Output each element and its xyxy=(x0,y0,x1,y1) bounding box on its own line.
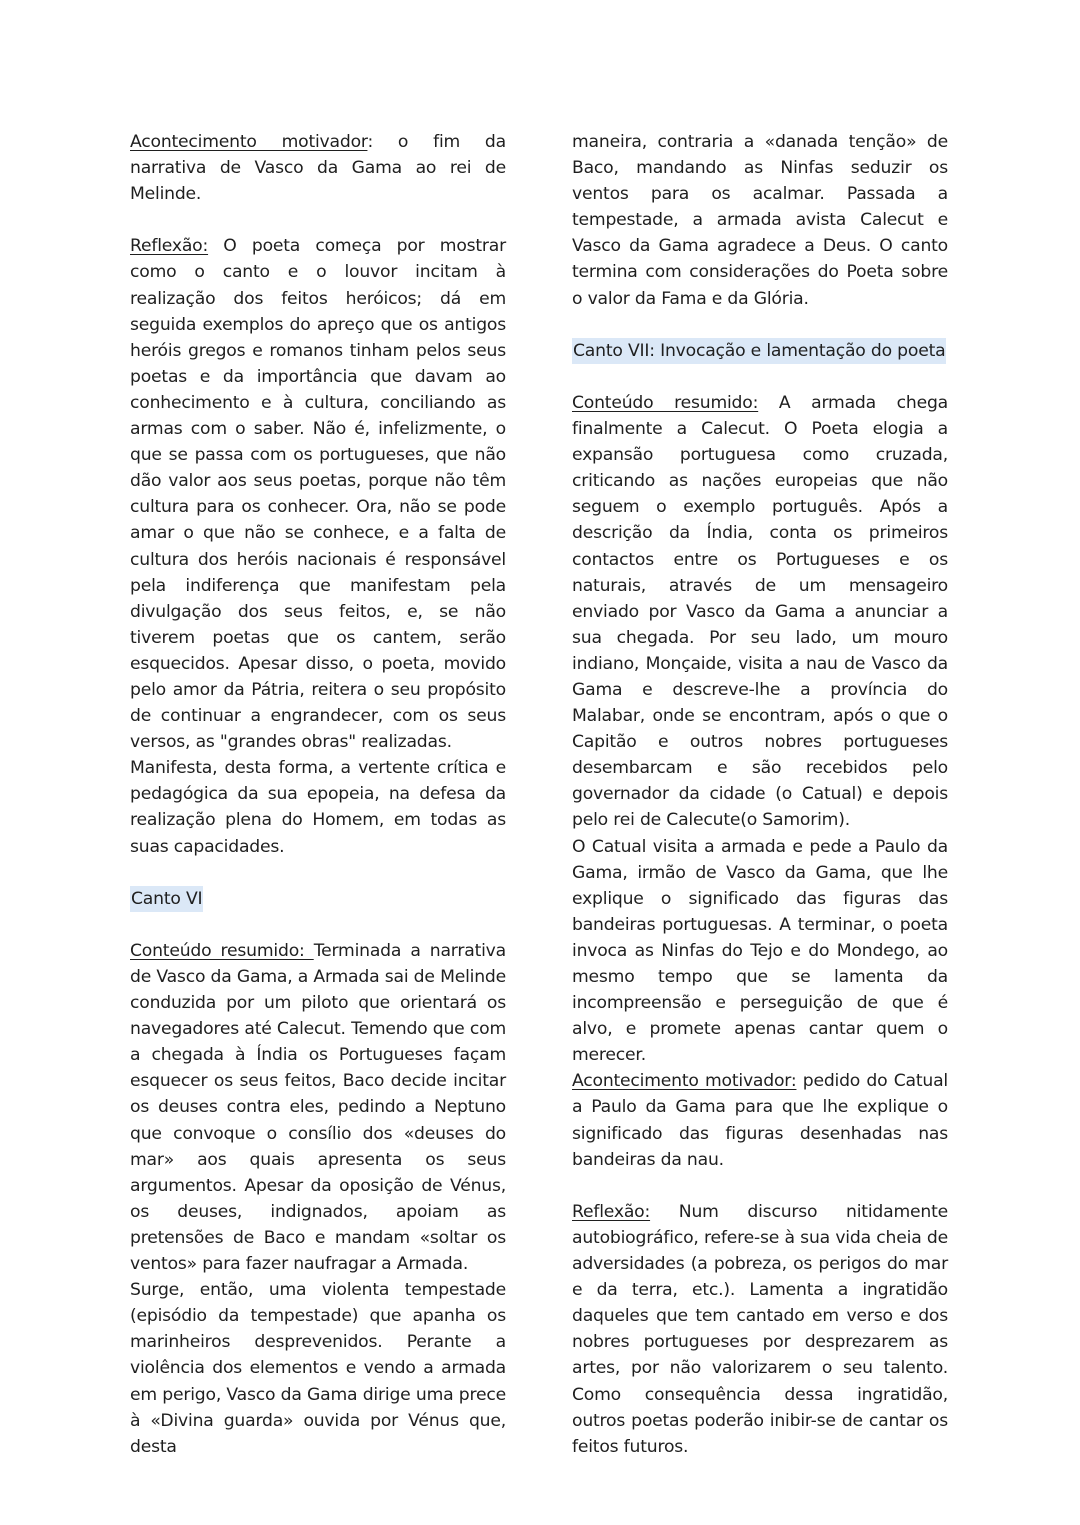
right-column xyxy=(572,129,948,1460)
heading-highlight: Canto VII: Invocação e lamentação do poeta xyxy=(572,338,946,364)
paragraph-catual: O Catual visita a armada e pede a Paulo da Gama, irmão de Vasco da Gama, que lhe explique o significado das figuras das bandeiras portuguesas. A terminar, o poeta invoca as Ninfas do Tejo e do Mondego, ao mesmo tempo que se lamenta da incompreensão e perseguição de que é alvo, e promete apenas cantar quem o merecer. xyxy=(572,836,948,1066)
paragraph-gap xyxy=(572,1173,948,1199)
paragraph-gap xyxy=(572,364,948,390)
paragraph-conteudo-resumido-vii xyxy=(572,390,948,834)
label-reflexao: Reflexão: xyxy=(130,236,209,257)
paragraph-acontecimento-motivador xyxy=(130,129,506,207)
paragraph-gap xyxy=(130,912,506,938)
paragraph-manifesta: Manifesta, desta forma, a vertente crítica e pedagógica da sua epopeia, na defesa da realização plena do Homem, em todas as suas capacidades. xyxy=(130,758,506,857)
heading-highlight: Canto VI xyxy=(130,886,203,912)
paragraph-conteudo-resumido-vi xyxy=(130,938,506,1277)
paragraph-text: pedido do Catual a Paulo da Gama para que lhe explique o significado das figuras desenhadas nas bandeiras da nau. xyxy=(572,1071,948,1170)
paragraph-reflexao-vii xyxy=(572,1199,948,1460)
paragraph-text: Num discurso nitidamente autobiográfico, refere-se à sua vida cheia de adversidades (a pobreza, os perigos do mar e da terra, etc.). Lamenta a ingratidão daqueles que tem cantado em verso e dos nobres portugueses por desprezarem as artes, por não valorizarem o seu talento. Como consequência dessa ingratidão, outros poetas poderão inibir-se de cantar os feitos futuros. xyxy=(572,1201,948,1457)
paragraph-text: A armada chega finalmente a Calecut. O Poeta elogia a expansão portuguesa como cruzada, criticando as nações europeias que não seguem o exemplo português. Após a descrição da Índia, conta os primeiros contactos entre os Portugueses e os naturais, através de um mensageiro enviado por Vasco da Gama a anunciar a sua chegada. Por seu lado, um mouro indiano, Monçaide, visita a nau de Vasco da Gama e descreve-lhe a província do Malabar, onde se encontram, após o que o Capitão e outros nobres portugueses desembarcam e são recebidos pelo governador da cidade (o Catual) e depois pelo rei de Calecute(o Samorim). xyxy=(572,392,948,831)
paragraph-gap xyxy=(130,860,506,886)
paragraph-acontecimento-motivador-vii xyxy=(572,1068,948,1172)
label-acontecimento-motivador: Acontecimento motivador xyxy=(130,132,368,152)
paragraph-gap xyxy=(572,312,948,338)
section-heading-canto-vi xyxy=(130,886,506,912)
paragraph-reflexao xyxy=(130,233,506,755)
left-column xyxy=(130,129,506,1460)
label-conteudo-resumido: Conteúdo resumido: xyxy=(130,940,314,961)
section-heading-canto-vii xyxy=(572,338,948,364)
paragraph-text: Terminada a narrativa de Vasco da Gama, a Armada sai de Melinde conduzida por um piloto que orientará os navegadores até Calecut. Temendo que com a chegada à Índia os Portugueses façam esquecer os seus feitos, Baco decide incitar os deuses contra eles, pedindo a Neptuno que convoque o consílio dos «deuses do mar» aos quais apresenta os seus argumentos. Apesar da oposição de Vénus, os deuses, indignados, apoiam as pretensões de Baco e mandam «soltar os ventos» para fazer naufragar a Armada. xyxy=(130,940,506,1275)
label-reflexao: Reflexão: xyxy=(572,1201,651,1222)
label-acontecimento-motivador: Acontecimento motivador: xyxy=(572,1071,797,1092)
paragraph-text: O poeta começa por mostrar como o canto e o louvor incitam à realização dos feitos heróicos; dá em seguida exemplos do apreço que os antigos heróis gregos e romanos tinham pelos seus poetas e da importância que davam ao conhecimento e à cultura, conciliando as armas com o saber. Não é, infelizmente, o que se passa com os portugueses, que não dão valor aos seus poetas, porque não têm cultura para os conhecer. Ora, não se pode amar o que não se conhece, e a falta de cultura dos heróis nacionais é responsável pela indiferença que manifestam pela divulgação dos seus feitos, e, se não tiverem poetas que os cantem, serão esquecidos. Apesar disso, o poeta, movido pelo amor da Pátria, reitera o seu propósito de continuar a engrandecer, com os seus versos, as "grandes obras" realizadas. xyxy=(130,236,506,753)
paragraph-tempestade: Surge, então, uma violenta tempestade (episódio da tempestade) que apanha os marinheiros desprevenidos. Perante a violência dos elementos e vendo a armada em perigo, Vasco da Gama dirige uma prece à «Divina guarda» ouvida por Vénus que, desta xyxy=(130,1280,506,1457)
paragraph-continuation: maneira, contraria a «danada tenção» de Baco, mandando as Ninfas seduzir os ventos para os acalmar. Passada a tempestade, a armada avista Calecut e Vasco da Gama agradece a Deus. O canto termina com considerações do Poeta sobre o valor da Fama e da Glória. xyxy=(572,132,948,309)
paragraph-text: : o fim da narrativa de Vasco da Gama ao rei de Melinde. xyxy=(130,132,506,205)
label-conteudo-resumido: Conteúdo resumido: xyxy=(572,392,759,413)
paragraph-gap xyxy=(130,207,506,233)
